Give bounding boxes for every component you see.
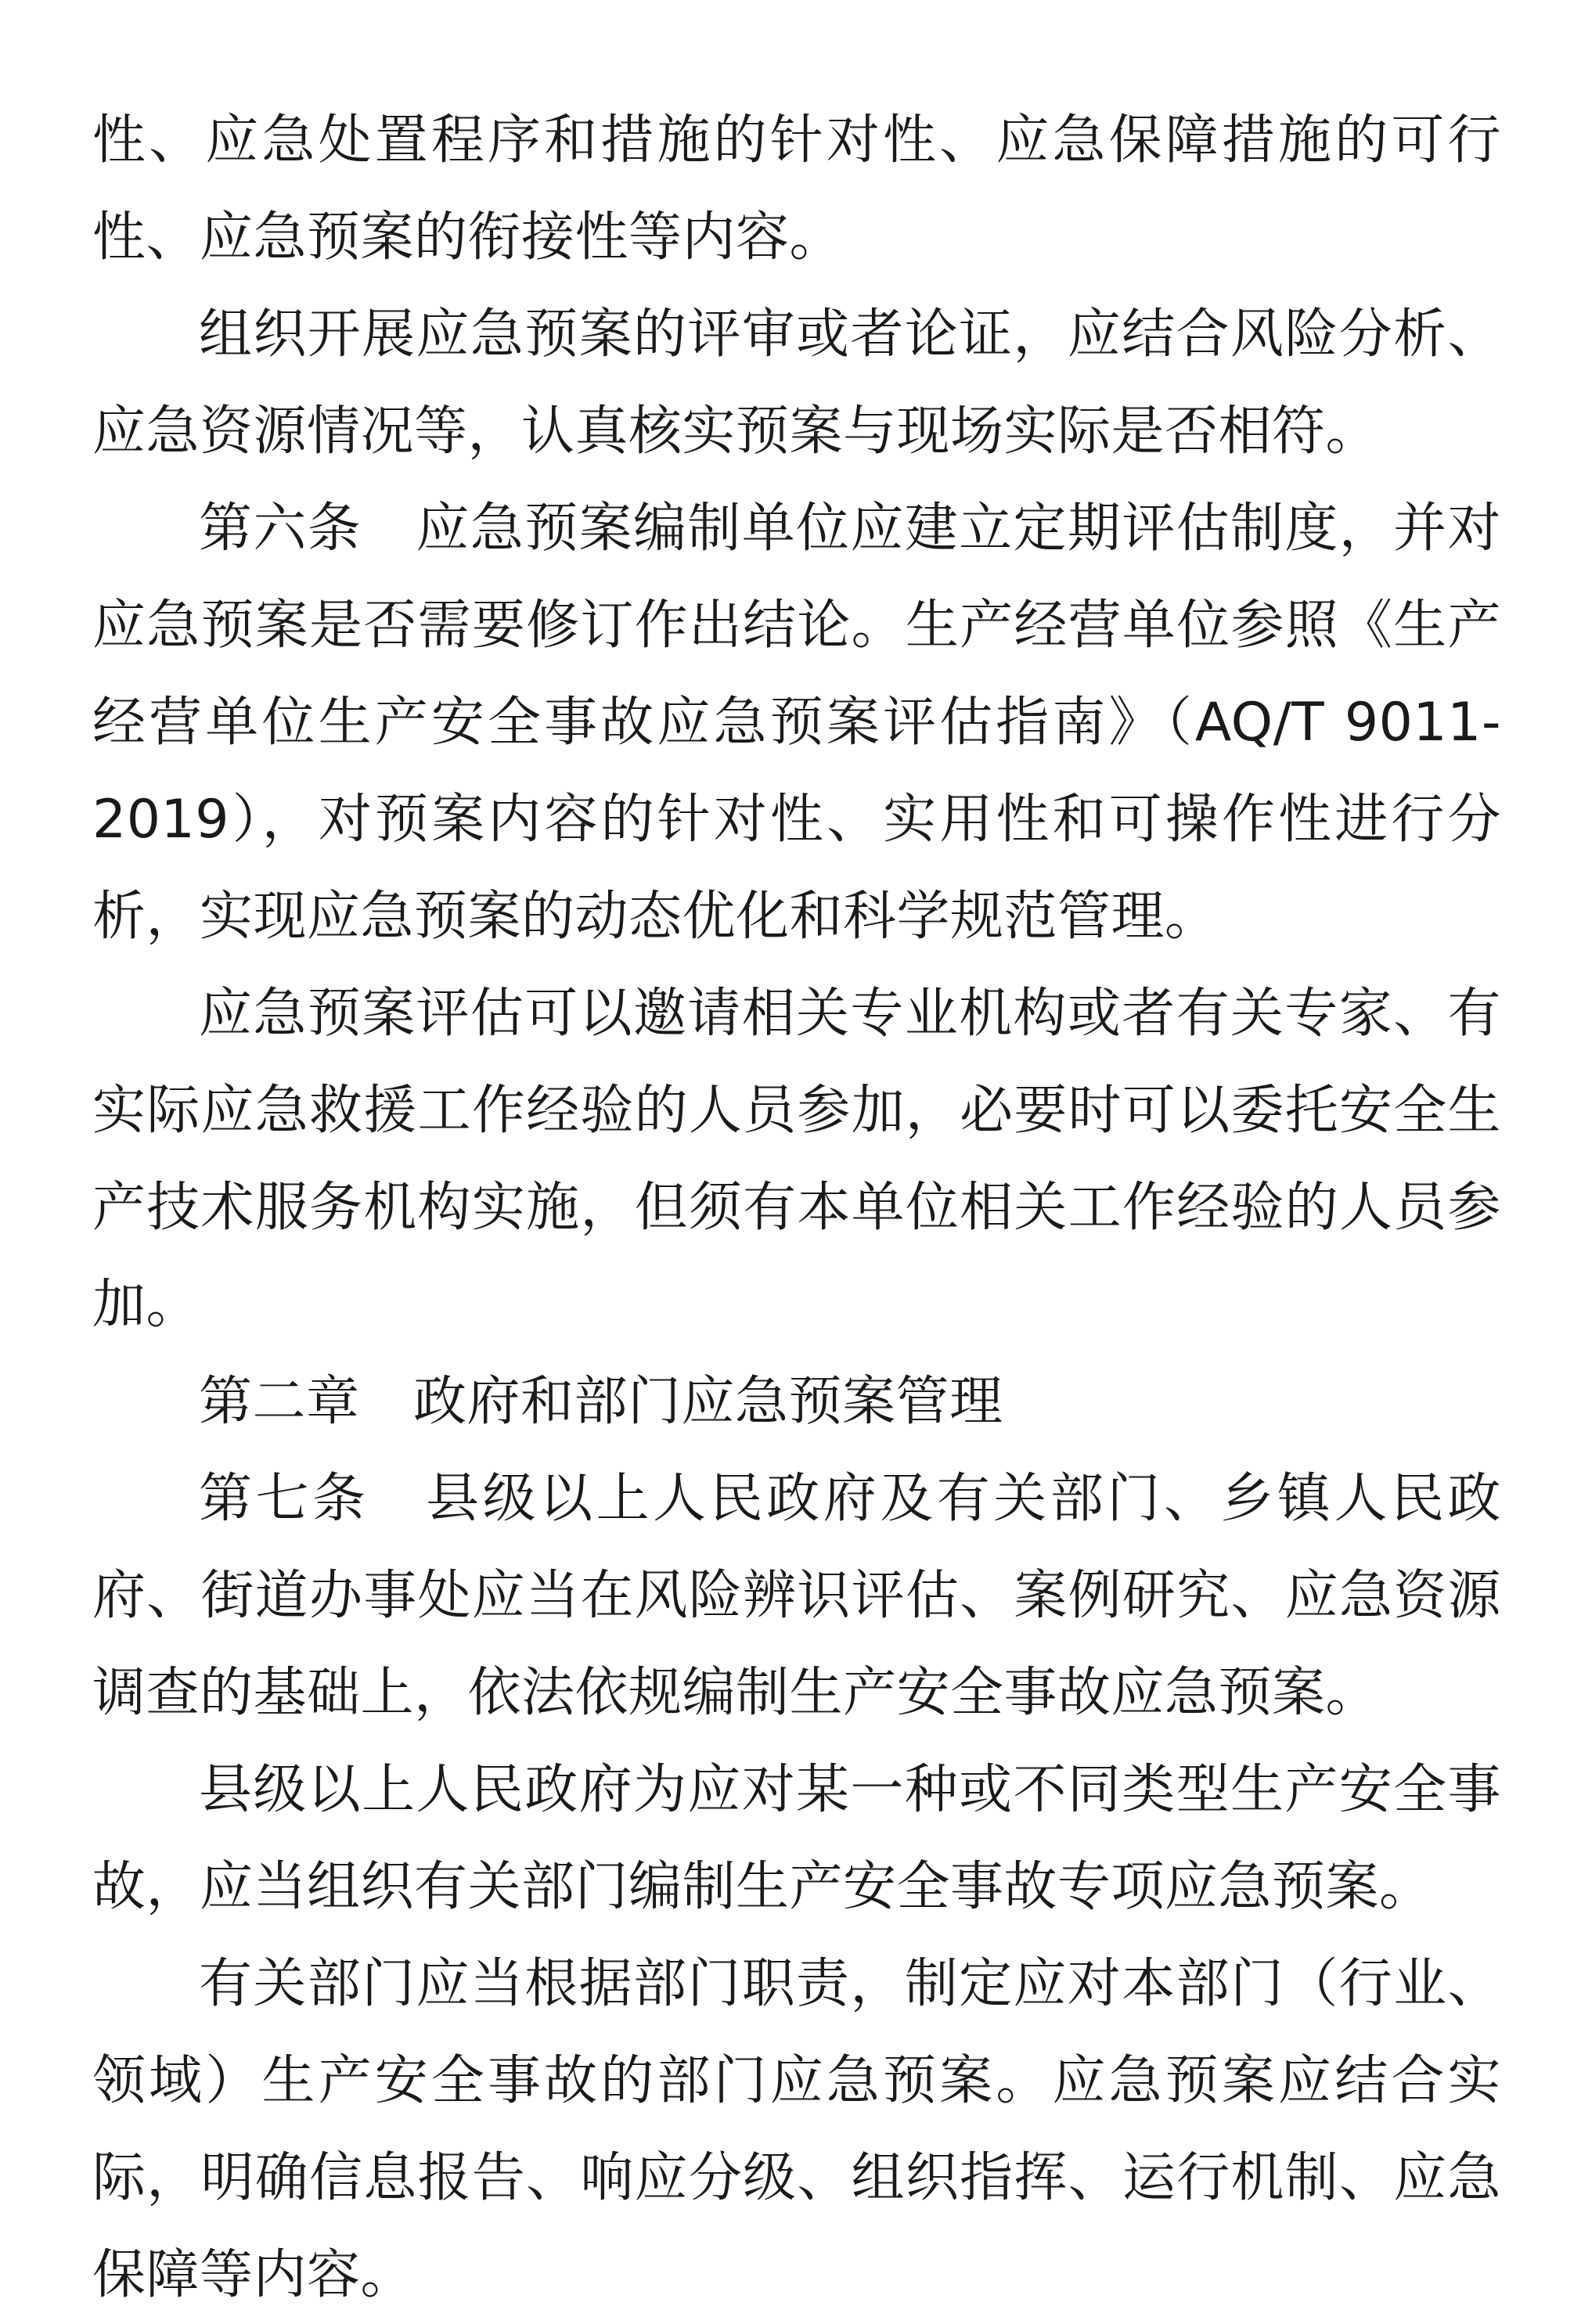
paragraph-article-7: 第七条 县级以上人民政府及有关部门、乡镇人民政府、街道办事处应当在风险辨识评估、案例研究、应急资源调查的基础上，依法依规编制生产安全事故应急预案。 [92, 1468, 1501, 1724]
paragraph-county-government: 县级以上人民政府为应对某一种或不同类型生产安全事故，应当组织有关部门编制生产安全事故专项应急预案。 [92, 1759, 1501, 1918]
paragraph-continuation: 性、应急处置程序和措施的针对性、应急保障措施的可行性、应急预案的衔接性等内容。 [92, 110, 1501, 268]
paragraph-departments: 有关部门应当根据部门职责，制定应对本部门（行业、领域）生产安全事故的部门应急预案。应急预案应结合实际，明确信息报告、响应分级、组织指挥、运行机制、应急保障等内容。 [92, 1953, 1501, 2306]
paragraph-article-6: 第六条 应急预案编制单位应建立定期评估制度，并对应急预案是否需要修订作出结论。生产经营单位参照《生产经营单位生产安全事故应急预案评估指南》（AQ/T 9011-2019），对预案内容的针对性、实用性和可操作性进行分析，实现应急预案的动态优化和科学规范管理。 [92, 498, 1501, 948]
chapter-heading: 第二章 政府和部门应急预案管理 [199, 1371, 1003, 1433]
paragraph-review: 组织开展应急预案的评审或者论证，应结合风险分析、应急资源情况等，认真核实预案与现场实际是否相符。 [92, 304, 1501, 462]
document-page [92, 92, 1501, 2324]
paragraph-evaluation: 应急预案评估可以邀请相关专业机构或者有关专家、有实际应急救援工作经验的人员参加，必要时可以委托安全生产技术服务机构实施，但须有本单位相关工作经验的人员参加。 [92, 983, 1501, 1336]
